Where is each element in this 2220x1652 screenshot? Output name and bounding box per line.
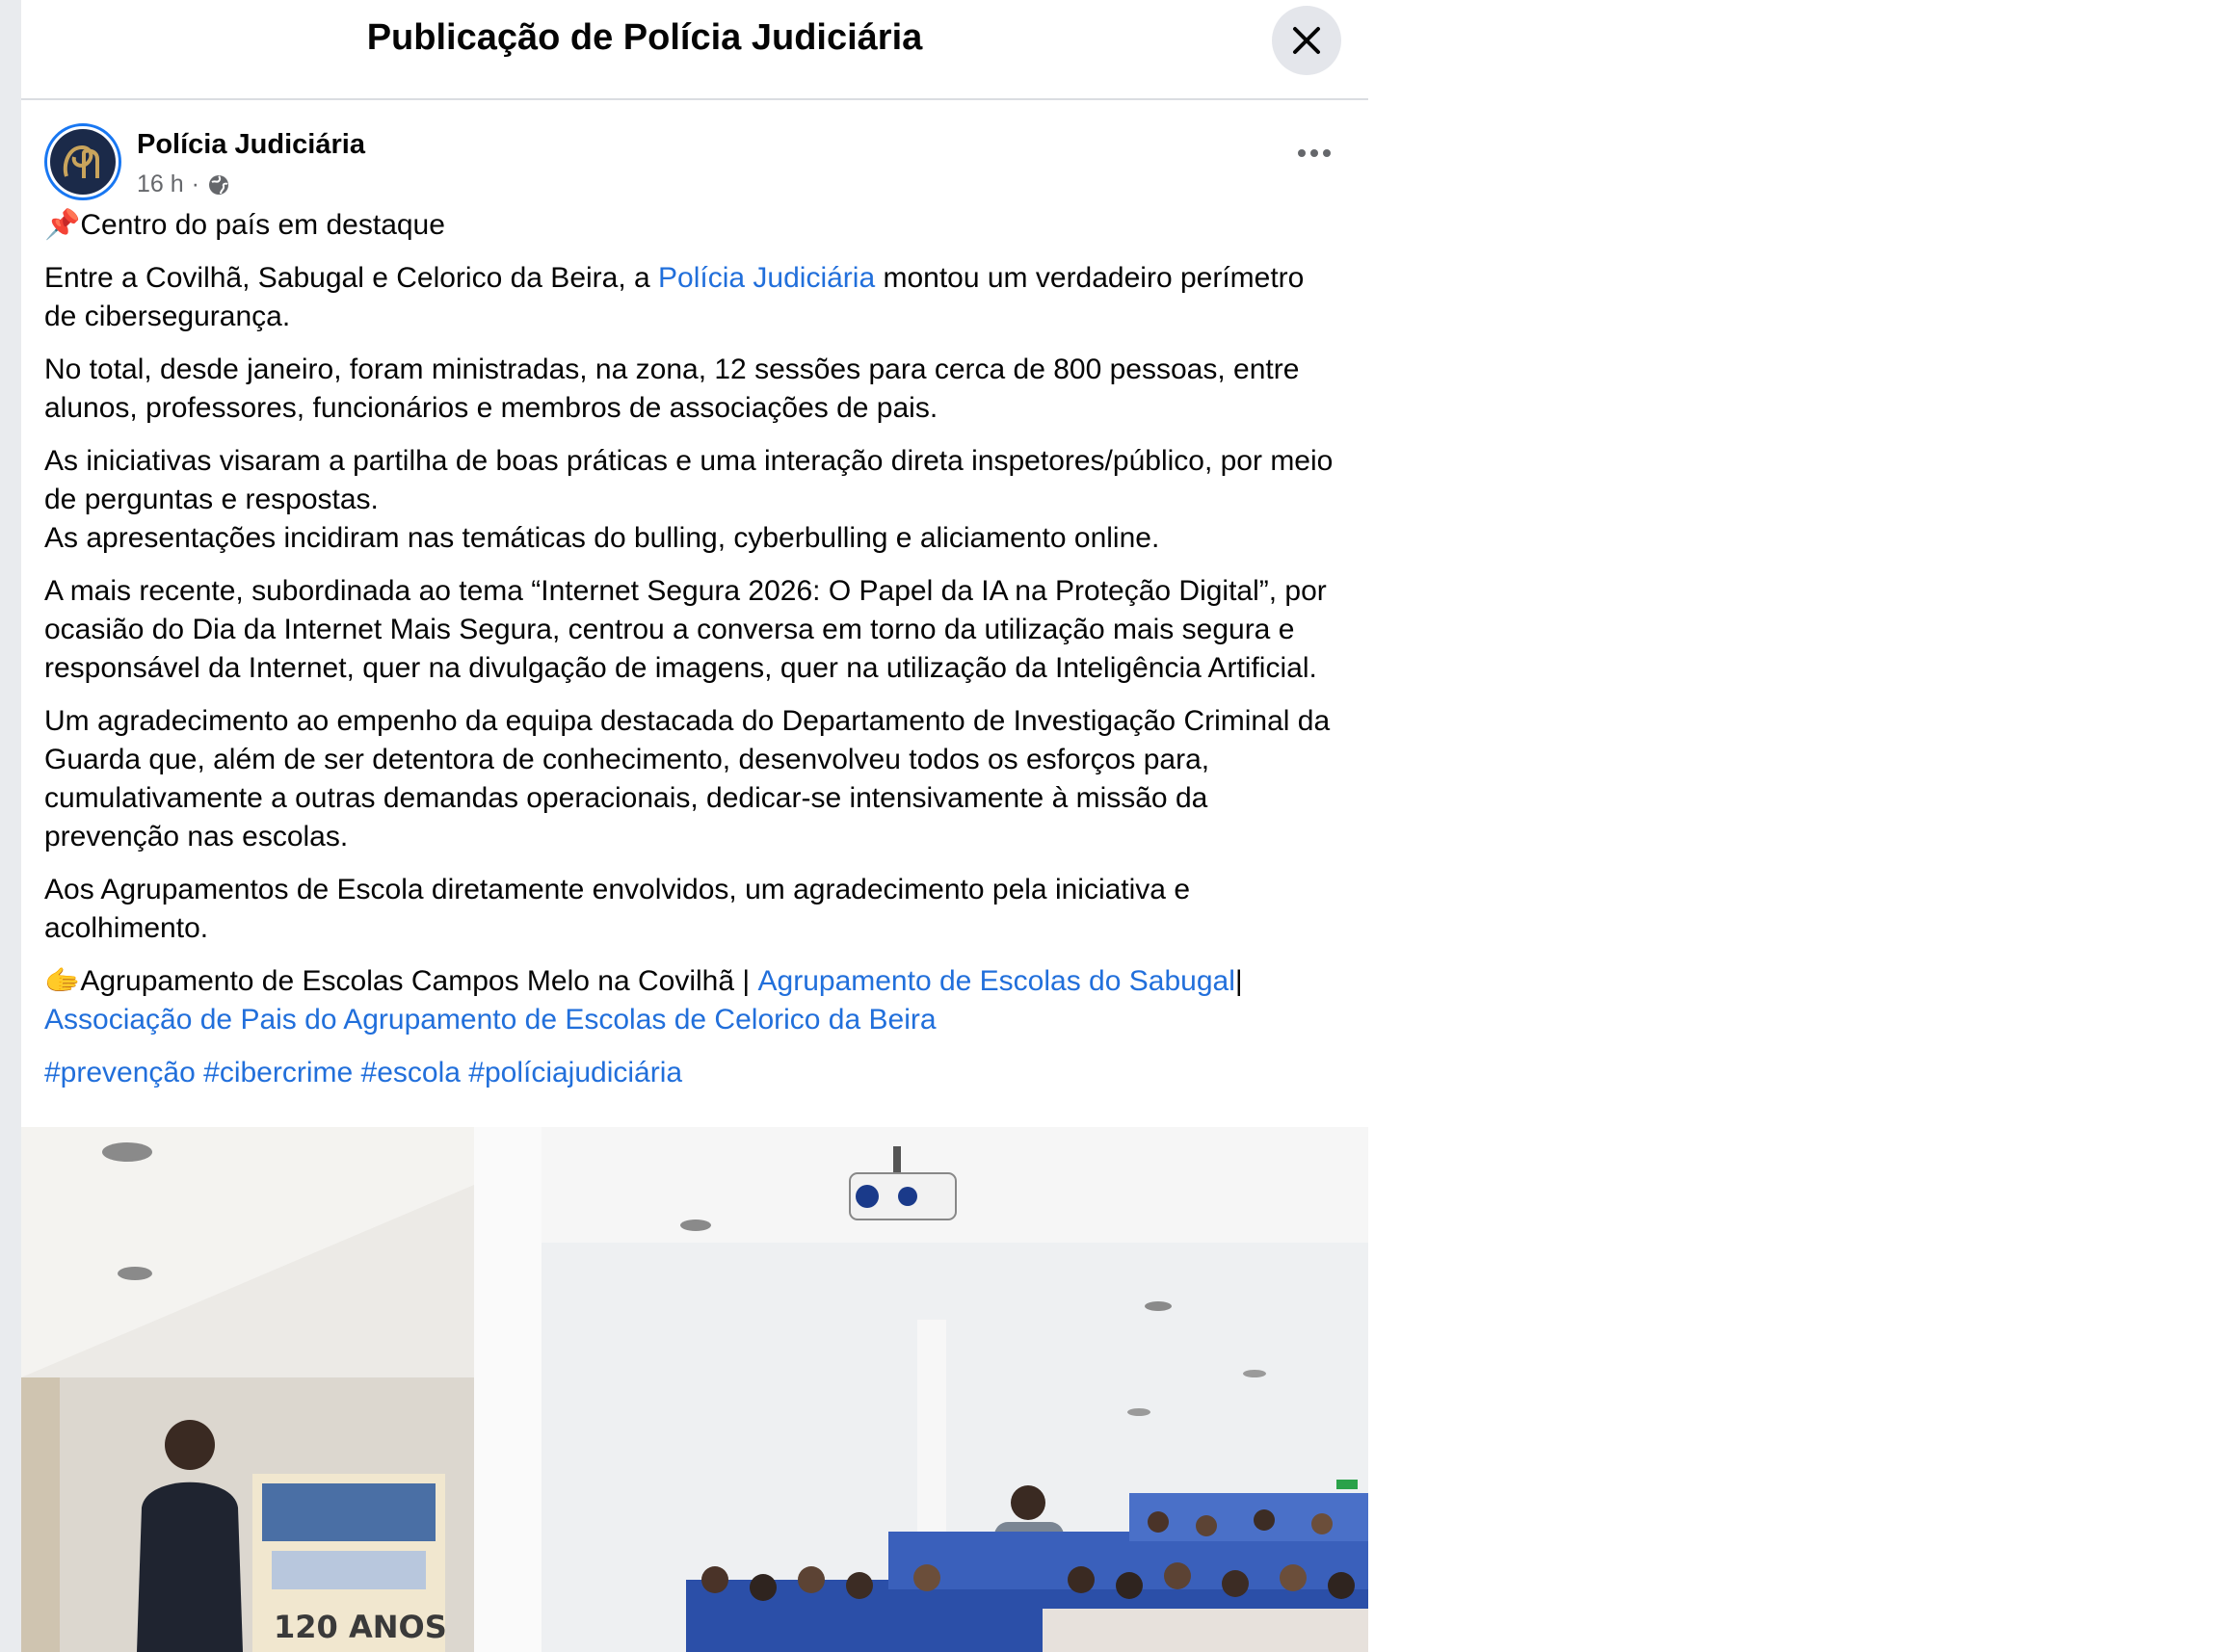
post-header [21,100,1368,206]
paragraph-2: Entre a Covilhã, Sabugal e Celorico da Beira, a Polícia Judiciária montou um verdadeiro perímetro de cibersegurança. [44,262,1305,332]
more-options-icon [1298,149,1306,157]
paragraph-5: A mais recente, subordinada ao tema “Internet Segura 2026: O Papel da IA na Proteção Digital”, por ocasião do Dia da Internet Mais Segura, centrou a conversa em torno da utilização mais segura e responsável da Internet, quer na divulgação de imagens, quer na utilização da Inteligência Artificial. [44,575,1327,684]
banner-text: 120 ANOS [274,1609,447,1645]
post-meta [137,170,230,198]
close-button[interactable] [1272,6,1341,75]
hashtag-policiajudiciaria[interactable]: #políciajudiciária [468,1057,683,1088]
pj-logo-icon [59,140,107,184]
hashtag-escola[interactable]: #escola [360,1057,461,1088]
post-photo[interactable] [21,1127,1368,1652]
paragraph-1: 📌Centro do país em destaque [44,209,445,241]
meta-separator: · [191,170,199,197]
more-options-button[interactable] [1293,139,1335,168]
paragraph-3: No total, desde janeiro, foram ministradas, na zona, 12 sessões para cerca de 800 pessoas, entre alunos, professores, funcionários e membros de associações de pais. [44,354,1300,424]
hashtag-prevencao[interactable]: #prevenção [44,1057,196,1088]
paragraph-7: Aos Agrupamentos de Escola diretamente envolvidos, um agradecimento pela iniciativa e acolhimento. [44,874,1191,944]
mention-policia-judiciaria[interactable]: Polícia Judiciária [658,262,876,294]
dialog-title: Publicação de Polícia Judiciária [366,17,923,58]
avatar[interactable] [44,123,121,200]
paragraph-4: As iniciativas visaram a partilha de boas práticas e uma interação direta inspetores/público, por meio de perguntas e respostas. As apresentações incidiram nas temáticas do bulling, cyberbulling e aliciamento online. [44,445,1334,554]
globe-icon [207,173,230,197]
post-author[interactable]: Polícia Judiciária [137,129,365,160]
mention-agrupamento-sabugal[interactable]: Agrupamento de Escolas do Sabugal [757,965,1235,997]
auditorium-photo [21,1127,1368,1652]
mention-associacao-pais-celorico[interactable]: Associação de Pais do Agrupamento de Escolas de Celorico da Beira [44,1004,937,1036]
post-text [21,206,1368,1092]
close-icon [1290,24,1323,57]
dialog-header [21,0,1368,100]
hashtag-cibercrime[interactable]: #cibercrime [203,1057,354,1088]
paragraph-8: 🫱Agrupamento de Escolas Campos Melo na Covilhã | Agrupamento de Escolas do Sabugal| Associação de Pais do Agrupamento de Escolas de Celorico da Beira [44,965,1243,1036]
post-time[interactable]: 16 h [137,170,184,197]
paragraph-6: Um agradecimento ao empenho da equipa destacada do Departamento de Investigação Criminal da Guarda que, além de ser detentora de conhecimento, desenvolveu todos os esforços para, cumulativamente a outras demandas operacionais, dedicar-se intensivamente à missão da prevenção nas escolas. [44,705,1331,852]
background-strip [0,0,21,1652]
post-dialog [21,0,1368,1652]
hashtags [44,1054,1334,1092]
